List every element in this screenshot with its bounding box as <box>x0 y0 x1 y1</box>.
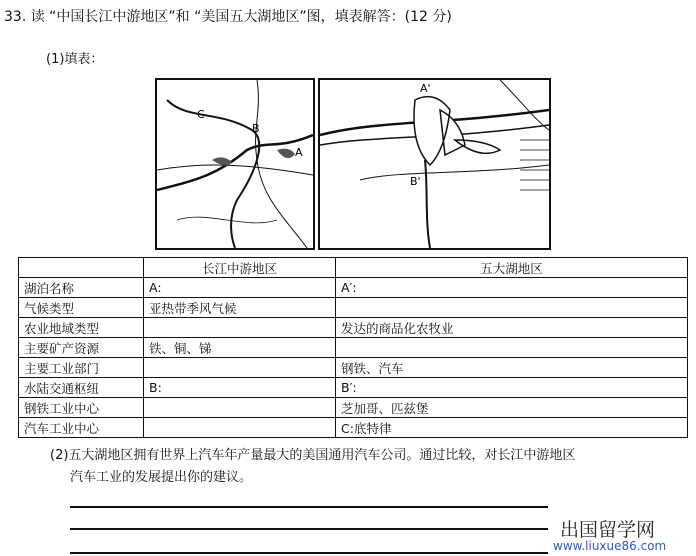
cell: B: <box>144 378 336 398</box>
table-row <box>19 298 688 318</box>
map-label-c: C <box>197 108 205 121</box>
question-title: 33. 读 “中国长江中游地区”和 “美国五大湖地区”图，填表解答：(12 分) <box>4 9 452 25</box>
watermark-name: 出国留学网 <box>560 519 656 541</box>
answer-line[interactable] <box>70 552 548 554</box>
row-label: 汽车工业中心 <box>19 418 144 438</box>
cell: 钢铁、汽车 <box>336 358 688 378</box>
header-cell <box>19 258 144 278</box>
cell: C:底特律 <box>336 418 688 438</box>
part1-label: (1)填表： <box>46 52 104 67</box>
map-label-b-prime: B' <box>410 175 421 188</box>
map-great-lakes-drawing <box>320 80 549 248</box>
map-label-a: A <box>295 146 303 159</box>
table-row <box>19 358 688 378</box>
cell: 芝加哥、匹兹堡 <box>336 398 688 418</box>
header-cell: 长江中游地区 <box>144 258 336 278</box>
cell: B′: <box>336 378 688 398</box>
table-row <box>19 318 688 338</box>
cell: 发达的商品化农牧业 <box>336 318 688 338</box>
map-label-b: B <box>252 122 260 135</box>
table-row <box>19 278 688 298</box>
table-row <box>19 398 688 418</box>
cell <box>144 358 336 378</box>
header-cell: 五大湖地区 <box>336 258 688 278</box>
answer-line[interactable] <box>70 506 548 508</box>
cell: A: <box>144 278 336 298</box>
cell <box>336 298 688 318</box>
watermark-url: www.liuxue86.com <box>553 539 667 553</box>
map-yangtze-drawing <box>157 80 313 248</box>
table-row <box>19 418 688 438</box>
part2-line2: 汽车工业的发展提出你的建议。 <box>70 470 253 485</box>
row-label: 气候类型 <box>19 298 144 318</box>
answer-line[interactable] <box>70 528 548 530</box>
table-row <box>19 338 688 358</box>
part2-line1: (2)五大湖地区拥有世界上汽车年产量最大的美国通用汽车公司。通过比较，对长江中游地区 <box>50 448 576 463</box>
cell: 铁、铜、锑 <box>144 338 336 358</box>
cell <box>144 418 336 438</box>
row-label: 湖泊名称 <box>19 278 144 298</box>
map-yangtze-middle <box>155 78 315 250</box>
map-great-lakes <box>318 78 551 250</box>
row-label: 钢铁工业中心 <box>19 398 144 418</box>
row-label: 农业地域类型 <box>19 318 144 338</box>
cell: 亚热带季风气候 <box>144 298 336 318</box>
cell: A′: <box>336 278 688 298</box>
table-header-row <box>19 258 688 278</box>
cell <box>144 398 336 418</box>
row-label: 水陆交通枢纽 <box>19 378 144 398</box>
cell <box>144 318 336 338</box>
cell <box>336 338 688 358</box>
comparison-table <box>18 257 688 438</box>
table-row <box>19 378 688 398</box>
map-label-a-prime: A' <box>420 82 431 95</box>
row-label: 主要工业部门 <box>19 358 144 378</box>
row-label: 主要矿产资源 <box>19 338 144 358</box>
